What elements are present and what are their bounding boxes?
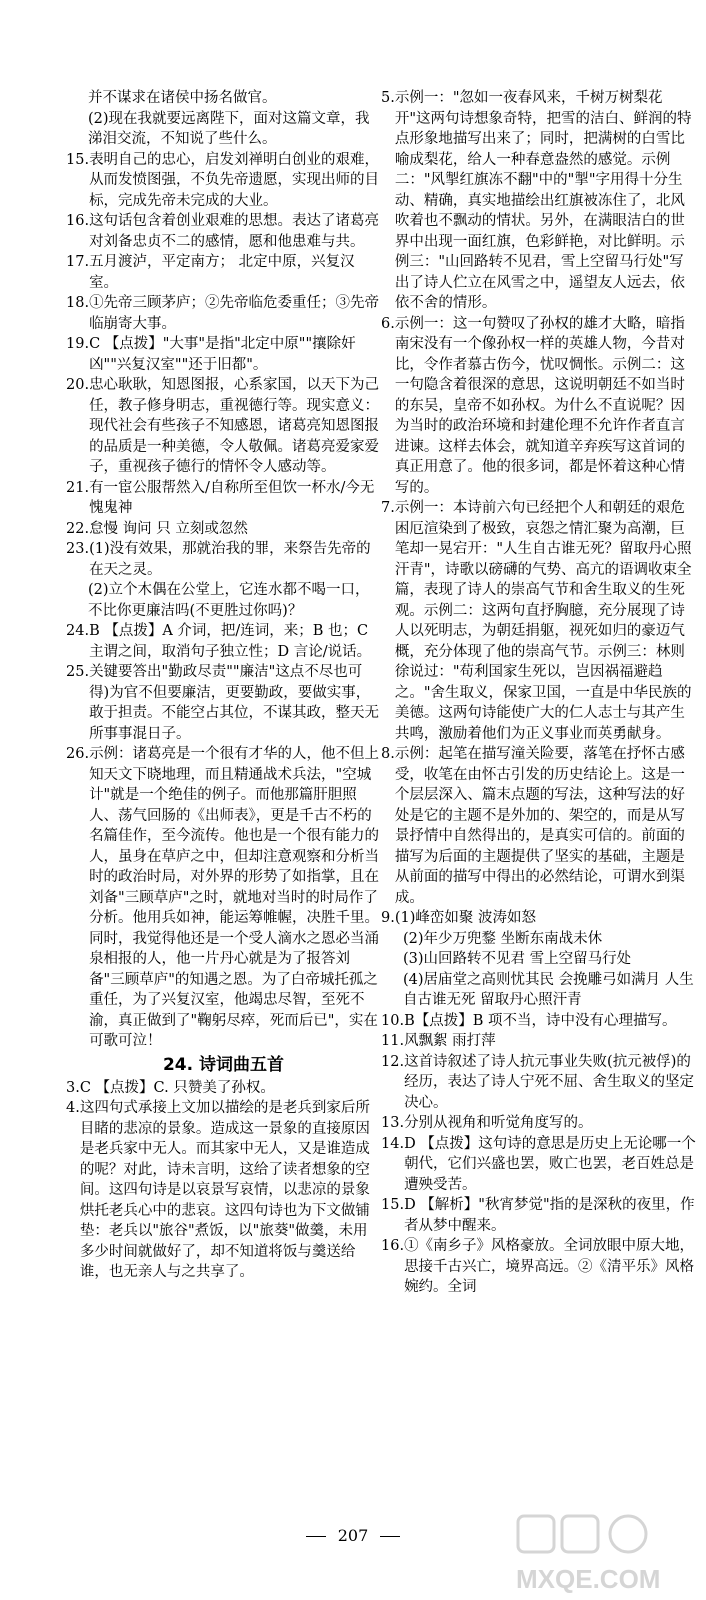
answer-number: 23. bbox=[66, 541, 90, 557]
answer-number: 22. bbox=[66, 520, 90, 537]
answer-text: 示例：诸葛亮是一个很有才华的人，他不但上知天文下晓地理，而且精通战术兵法，"空城计"就是一个绝佳的例子。而他那篇肝胆照人、荡气回肠的《出师表》，更是千古不朽的名篇佳作，至今流传。他也是一个很有能力的人，虽身在草庐之中，但却注意观察和分析当时的政治时局，对外界的形势了如指掌，且在刘备"三顾草庐"之时，就地对当时的时局作了分析。他用兵如神，能运筹帷幄，决胜千里。同时，我觉得他还是一个受人滴水之恩必当涌泉相报的人，他一片丹心就是为了报答刘备"三顾草庐"的知遇之恩。为了白帝城托孤之重任，为了兴复汉室，他竭忠尽智，至死不渝，真正做到了"鞠躬尽瘁，死而后已"，实在可歌可泣！ bbox=[89, 746, 380, 1049]
answer-number bbox=[66, 580, 88, 621]
answer-number: 14. bbox=[381, 1135, 405, 1152]
answer-text: D 【点拨】这句诗的意思是历史上无论哪一个朝代，它们兴盛也罢，败亡也罢，老百姓总是遭殃受苦。 bbox=[404, 1135, 696, 1193]
answer-item bbox=[66, 478, 381, 519]
answer-item bbox=[66, 293, 381, 334]
answer-text: ①先帝三顾茅庐；②先帝临危委重任；③先帝临崩寄大事。 bbox=[89, 295, 380, 332]
answer-item bbox=[381, 1011, 696, 1032]
continuation-line: (2)现在我就要远离陛下，面对这篇文章，我涕泪交流，不知说了些什么。 bbox=[88, 110, 370, 147]
answer-text: (3)山回路转不见君 雪上空留马行处 bbox=[403, 951, 632, 967]
answer-text: 怠慢 询问 只 立刻或忽然 bbox=[89, 520, 248, 537]
answer-text: 分别从视角和听觉角度写的。 bbox=[404, 1115, 593, 1131]
answer-number: 26. bbox=[66, 746, 90, 762]
answer-number: 15. bbox=[381, 1197, 405, 1213]
answer-item bbox=[66, 1078, 381, 1099]
answer-number bbox=[381, 970, 403, 1011]
answer-item bbox=[66, 539, 381, 580]
answer-number: 25. bbox=[66, 664, 90, 680]
section-title: 24. 诗词曲五首 bbox=[162, 1054, 285, 1075]
watermark-text: MXQE.COM bbox=[516, 1564, 661, 1594]
left-column bbox=[66, 88, 381, 1283]
answer-text: (2)立个木偶在公堂上，它连水都不喝一口，不比你更廉洁吗(不更胜过你吗)？ bbox=[88, 582, 370, 619]
answer-item bbox=[381, 744, 696, 908]
answer-text: (1)峰峦如聚 波涛如怒 bbox=[394, 910, 536, 926]
answer-number: 20. bbox=[66, 377, 90, 393]
right-column bbox=[381, 88, 696, 1298]
answer-number: 3. bbox=[66, 1079, 80, 1096]
answer-item bbox=[381, 1134, 696, 1196]
answer-text: C 【点拨】"大事"是指"北定中原""攘除奸凶""兴复汉室""还于旧都"。 bbox=[89, 336, 356, 373]
answer-number: 17. bbox=[66, 254, 90, 270]
answer-text: 这四句式承接上文加以描绘的是老兵到家后所目睹的悲凉的景象。造成这一景象的直接原因是老兵家中无人。而其家中无人，又是谁造成的呢？对此，诗未言明，这给了读者想象的空间。这四句诗是以哀景写哀情，以悲凉的景象烘托老兵心中的悲哀。这四句诗也为下文做铺垫：老兵以"旅谷"煮饭，以"旅葵"做羹，未用多少时间就做好了，却不知道将饭与羹送给谁，也无亲人与之共享了。 bbox=[79, 1100, 370, 1280]
answer-number bbox=[381, 929, 403, 950]
answer-number: 8. bbox=[381, 746, 395, 762]
answer-text: (1)没有效果，那就治我的罪，来祭告先帝的在天之灵。 bbox=[89, 541, 371, 578]
answer-item bbox=[66, 211, 381, 252]
answer-text: 这首诗叙述了诗人抗元事业失败(抗元被俘)的经历，表达了诗人宁死不屈、舍生取义的坚定决心。 bbox=[404, 1053, 695, 1111]
answer-text: 表明自己的忠心，启发刘禅明白创业的艰难，从而发愤图强，不负先帝遗愿，实现出师的目标，完成先帝未完成的大业。 bbox=[89, 151, 380, 209]
answer-number: 7. bbox=[381, 500, 395, 516]
answer-item bbox=[381, 498, 696, 744]
watermark-logo bbox=[512, 1510, 702, 1596]
answer-text: 关键要答出"勤政尽责""廉洁"这点不尽也可得)为官不但要廉洁，更要勤政，要做实事，敢于担责。不能空占其位，不谋其政，整天无所事事混日子。 bbox=[89, 664, 380, 742]
answer-number: 16. bbox=[66, 213, 90, 229]
answer-item bbox=[381, 1031, 696, 1052]
answer-number: 11. bbox=[381, 1033, 405, 1049]
answer-text: B 【点拨】A 介词，把/连词，来；B 也；C 主谓之间，取消句子独立性；D 言论/说话。 bbox=[89, 623, 372, 660]
answer-item bbox=[381, 929, 696, 950]
answer-item bbox=[66, 252, 381, 293]
answer-text: 示例一：本诗前六句已经把个人和朝廷的艰危困厄渲染到了极致，哀怨之情汇聚为高潮，巨笔却一晃宕开："人生自古谁无死？留取丹心照汗青"，诗歌以磅礴的气势、高亢的语调收束全篇，表现了诗人的崇高气节和舍生取义的生死观。示例二：这两句直抒胸臆，充分展现了诗人以死明志，为朝廷捐躯，视死如归的豪迈气概，充分体现了他的崇高气节。示例三：林则徐说过："苟利国家生死以，岂因祸福避趋之。"舍生取义，保家卫国，一直是中华民族的美德。这两句诗能使广大的仁人志士与其产生共鸣，激励着他们为正义事业而英勇献身。 bbox=[394, 500, 692, 742]
answer-text: C 【点拨】C. 只赞美了孙权。 bbox=[79, 1079, 275, 1096]
answer-number: 15. bbox=[66, 151, 90, 168]
answer-number: 24. bbox=[66, 623, 90, 639]
answer-text: 示例一："忽如一夜春风来，千树万树梨花开"这两句诗想象奇特，把雪的洁白、鲜润的特点形象地描写出来了；同时，把满树的白雪比喻成梨花，给人一种春意盎然的感觉。示例二："风掣红旗冻不翻"中的"掣"字用得十分生动、精确，真实地描绘出红旗被冻住了，北风吹着也不飘动的情状。另外，在满眼洁白的世界中出现一面红旗，色彩鲜艳，对比鲜明。示例三："山回路转不见君，雪上空留马行处"写出了诗人伫立在风雪之中，遥望友人远去，依依不舍的情形。 bbox=[394, 90, 692, 311]
answer-item bbox=[66, 744, 381, 1052]
answer-number: 18. bbox=[66, 295, 90, 311]
answer-text: (2)年少万兜鍪 坐断东南战未休 bbox=[403, 930, 603, 947]
answer-number: 6. bbox=[381, 315, 395, 332]
logo-box-1 bbox=[518, 1516, 554, 1552]
answer-item bbox=[381, 1236, 696, 1298]
answer-item bbox=[381, 1195, 696, 1236]
answer-item bbox=[381, 1113, 696, 1134]
logo-circle bbox=[610, 1516, 646, 1552]
answer-text: 忠心耿耿，知恩图报，心系家国，以天下为己任，教子修身明志，重视德行等。现实意义：现代社会有些孩子不知感恩，诸葛亮知恩图报的品质是一种美德，令人敬佩。诸葛亮爱家爱子，重视孩子德行的情怀令人感动等。 bbox=[89, 377, 380, 475]
answer-number: 19. bbox=[66, 336, 90, 352]
answer-text: 有一宦公服帮然入/自称所至但饮一杯水/今无愧鬼神 bbox=[89, 479, 375, 516]
answer-number: 12. bbox=[381, 1053, 405, 1070]
answer-number: 9. bbox=[381, 910, 395, 926]
continuation-line: 并不谋求在诸侯中扬名做官。 bbox=[88, 90, 277, 106]
answer-number: 16. bbox=[381, 1238, 405, 1254]
answer-item bbox=[381, 908, 696, 929]
answer-number: 13. bbox=[381, 1115, 405, 1131]
answer-item bbox=[381, 314, 696, 499]
answer-item bbox=[381, 970, 696, 1011]
answer-text: 这句话包含着创业艰难的思想。表达了诸葛亮对刘备忠贞不二的感情，愿和他患难与共。 bbox=[89, 213, 380, 250]
answer-item bbox=[381, 949, 696, 970]
page-number-text: 207 bbox=[337, 1526, 369, 1545]
answer-item bbox=[381, 1052, 696, 1114]
answer-item bbox=[66, 519, 381, 540]
answer-text: 示例一：这一句赞叹了孙权的雄才大略，暗指南宋没有一个像孙权一样的英雄人物，今昔对比，令作者慕古伤今，忧叹惆怅。示例二：这一句隐含着很深的意思，这说明朝廷不如当时的东吴，皇帝不如孙权。为什么不直说呢？因为当时的政治环境和封建伦理不允许作者直言进谏。这样去体会，就知道辛弃疾写这首词的真正用意了。他的很多词，都是怀着这种心情写的。 bbox=[394, 315, 685, 496]
answer-text: 示例：起笔在描写潼关险要，落笔在抒怀古感受，收笔在由怀古引发的历史结论上。这是一个层层深入、篇末点题的写法，这种写法的好处是它的主题不是外加的、架空的，而是从写景抒情中自然得出的，是真实可信的。前面的描写为后面的主题提供了坚实的基础，主题是从前面的描写中得出的必然结论，可谓水到渠成。 bbox=[394, 746, 685, 906]
answer-text: (4)居庙堂之高则忧其民 会挽雕弓如满月 人生自古谁无死 留取丹心照汗青 bbox=[403, 971, 694, 1008]
answer-item bbox=[66, 621, 381, 662]
answer-number: 21. bbox=[66, 479, 90, 496]
answer-text: B【点拨】B 项不当，诗中没有心理描写。 bbox=[404, 1012, 677, 1029]
answer-item bbox=[66, 1098, 381, 1283]
answer-item bbox=[381, 88, 696, 314]
answer-item bbox=[66, 334, 381, 375]
answer-text: ①《南乡子》风格豪放。全词放眼中原大地，思接千古兴亡，境界高远。②《清平乐》风格婉约。全词 bbox=[404, 1238, 695, 1295]
answer-text: 风飘絮 雨打萍 bbox=[404, 1033, 496, 1049]
answer-number: 4. bbox=[66, 1100, 80, 1116]
answer-item bbox=[66, 375, 381, 478]
answer-number: 5. bbox=[381, 90, 395, 106]
answer-text: 五月渡泸，平定南方； 北定中原，兴复汉室。 bbox=[89, 254, 355, 291]
answer-item bbox=[66, 580, 381, 621]
answer-item bbox=[66, 662, 381, 744]
logo-box-2 bbox=[562, 1516, 598, 1552]
answer-text: D 【解析】"秋宵梦觉"指的是深秋的夜里，作者从梦中醒来。 bbox=[404, 1197, 695, 1234]
answer-number bbox=[381, 949, 403, 970]
answer-number: 10. bbox=[381, 1012, 405, 1029]
answer-item bbox=[66, 150, 381, 212]
